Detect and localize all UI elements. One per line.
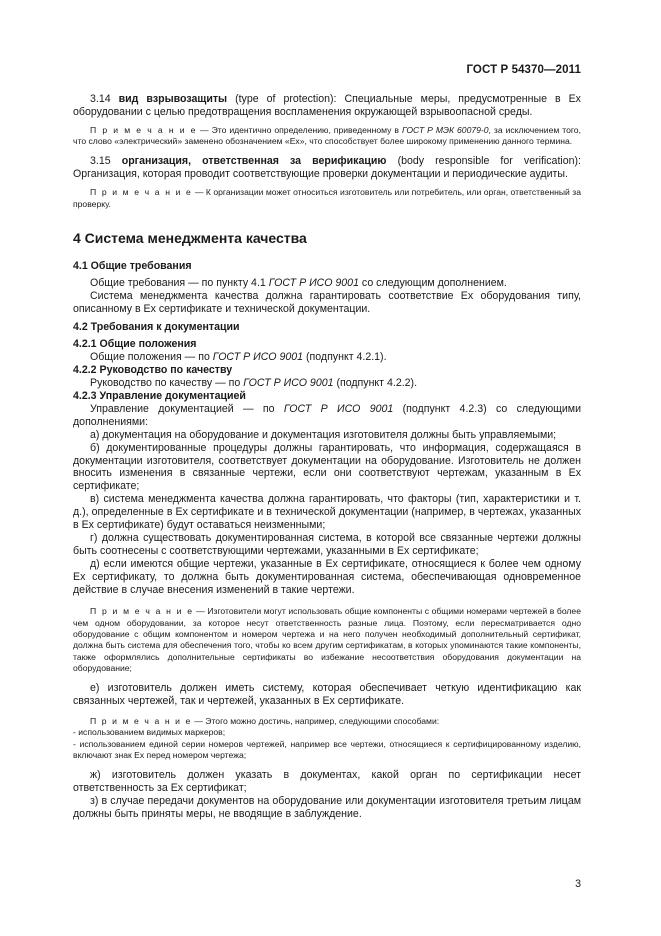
list-item-b: б) документированные процедуры должны гарантировать, что информация, содержащаяся в документации изготовителя, соответствует документации на оборудование. Изготовитель не должен вносить изменения в связанные чертежи, если они соответствуют чертежам, указанным в Ex сертификате; — [73, 441, 581, 493]
definition: Специальные меры, предусмотренные в Ex оборудовании с целью предотвращения воспламенения окружающей взрывоопасной среды. — [73, 93, 581, 118]
text: Общие положения — по — [90, 351, 213, 364]
note-3-15 — [73, 187, 581, 210]
list-item-g: г) должна существовать документированная система, в которой все связанные чертежи должны быть соотнесены с соответствующими чертежами, указанными в Ex сертификате; — [73, 531, 581, 557]
term-english: (body responsible for verification): — [397, 155, 581, 168]
text: Руководство по качеству — по — [90, 377, 244, 390]
note-text: — Изготовители могут использовать общие компоненты с общими номерами чертежей в более чем одном оборудовании, за которое несут ответственность разные лица. Поэтому, если пересматривается одно оборудование с общим компонентом и номером чертежа и на него получен необходимый дополнительный сертификат, должна быть система для обеспечения того, чтобы ко всем другим сертификатам, в которых упоминаются такие компоненты, также оформлялись дополнительные сертификаты во избежание несоответствия оборудования документации на оборудование; — [73, 606, 581, 673]
subsection-4-2-2-heading: 4.2.2 Руководство по качеству — [73, 364, 233, 377]
definition: Организация, которая проводит соответствующие проверки документации и периодические аудиты. — [73, 168, 568, 181]
page-content — [73, 93, 581, 821]
note-3-14 — [73, 125, 581, 148]
standard-reference: ГОСТ Р ИСО 9001 — [243, 377, 334, 390]
note-text: , за исключением того, что слово «электрический» заменено обозначением «Ex», что способствует более широкому применению данного термина. — [73, 124, 581, 147]
note-label: П р и м е ч а н и е — [90, 606, 194, 617]
paragraph-4-2-3 — [73, 403, 581, 429]
text: (подпункт 4.2.3) со следующими дополнениями: — [73, 402, 582, 428]
note-4-2-3-1 — [73, 606, 581, 674]
subsection-4-2-1-heading: 4.2.1 Общие положения — [73, 338, 197, 351]
note-text: — К организации может относиться изготовитель или потребитель, или орган, ответственный за проверку. — [73, 187, 581, 209]
note-label: П р и м е ч а н и е — [90, 124, 198, 135]
page-number: 3 — [575, 878, 581, 890]
note-4-2-3-2 — [73, 716, 581, 727]
list-item-z: з) в случае передачи документов на оборудование или документации изготовителя третьим лицам должны быть приняты меры, не вводящие в заблуждение. — [73, 795, 581, 820]
standard-reference: ГОСТ Р МЭК 60079-0 — [401, 124, 489, 135]
term-english: (type of protection): — [235, 93, 337, 105]
list-item-zh: ж) изготовитель должен указать в документах, какой орган по сертификации несет ответственность за Ex сертификат; — [73, 769, 581, 795]
paragraph-4-2-1 — [73, 351, 581, 364]
paragraph-4-2-2 — [73, 377, 581, 390]
subsection-4-2-heading: 4.2 Требования к документации — [73, 321, 240, 334]
clause-3-15 — [73, 155, 581, 181]
note-label: П р и м е ч а н и е — [90, 716, 192, 727]
paragraph-4-1-a — [73, 277, 581, 290]
subsection-4-1-heading: 4.1 Общие требования — [73, 259, 192, 272]
note-label: П р и м е ч а н и е — [90, 187, 193, 198]
list-item-a: а) документация на оборудование и документация изготовителя должны быть управляемыми; — [90, 428, 557, 441]
note-list-item: - использованием видимых маркеров; — [73, 727, 226, 738]
text: (подпункт 4.2.1). — [303, 351, 387, 364]
standard-reference: ГОСТ Р ИСО 9001 — [283, 402, 394, 415]
list-item-d: д) если имеются общие чертежи, указанные в Ex сертификате, относящиеся к более чем одному Ex сертификату, то должна быть документированная система, обеспечивающая одновременное действие в случае внесения изменений в такие чертежи. — [73, 557, 581, 596]
text: Общие требования — по пункту 4.1 — [90, 276, 269, 289]
list-item-e: е) изготовитель должен иметь систему, которая обеспечивает четкую идентификацию как связанных чертежей, так и чертежей, указанных в Ex сертификате. — [73, 682, 581, 708]
text: со следующим дополнением. — [358, 276, 507, 289]
paragraph-4-1-b: Система менеджмента качества должна гарантировать соответствие Ex оборудования типу, описанному в Ex сертификате и технической документации. — [73, 289, 581, 315]
subsection-4-2-3-heading: 4.2.3 Управление документацией — [73, 389, 246, 402]
term: организация, ответственная за верификацию — [121, 155, 387, 168]
note-list-item: - использованием единой серии номеров чертежей, например все чертежи, относящиеся к сертифицированному изделию, включают знак Ex перед номером чертежа; — [73, 738, 581, 760]
section-4-heading: 4 Система менеджмента качества — [73, 229, 307, 246]
clause-number: 3.15 — [90, 155, 111, 168]
note-text: — Это идентично определению, приведенному в — [197, 124, 402, 135]
document-code-header: ГОСТ Р 54370—2011 — [466, 64, 581, 76]
clause-3-14 — [73, 93, 581, 119]
standard-reference: ГОСТ Р ИСО 9001 — [268, 276, 359, 289]
note-text: — Этого можно достичь, например, следующими способами: — [191, 716, 440, 727]
term: вид взрывозащиты — [118, 93, 228, 105]
text: (подпункт 4.2.2). — [333, 377, 418, 390]
list-item-v: в) система менеджмента качества должна гарантировать, что факторы (тип, характеристики и т. д.), определенные в Ex сертификате и в технической документации (например, в чертежах, указанных в Ex сертификате) будут оставаться неизменными; — [73, 493, 581, 532]
text: Управление документацией — по — [90, 402, 284, 415]
standard-reference: ГОСТ Р ИСО 9001 — [212, 351, 304, 364]
clause-number: 3.14 — [90, 93, 111, 105]
